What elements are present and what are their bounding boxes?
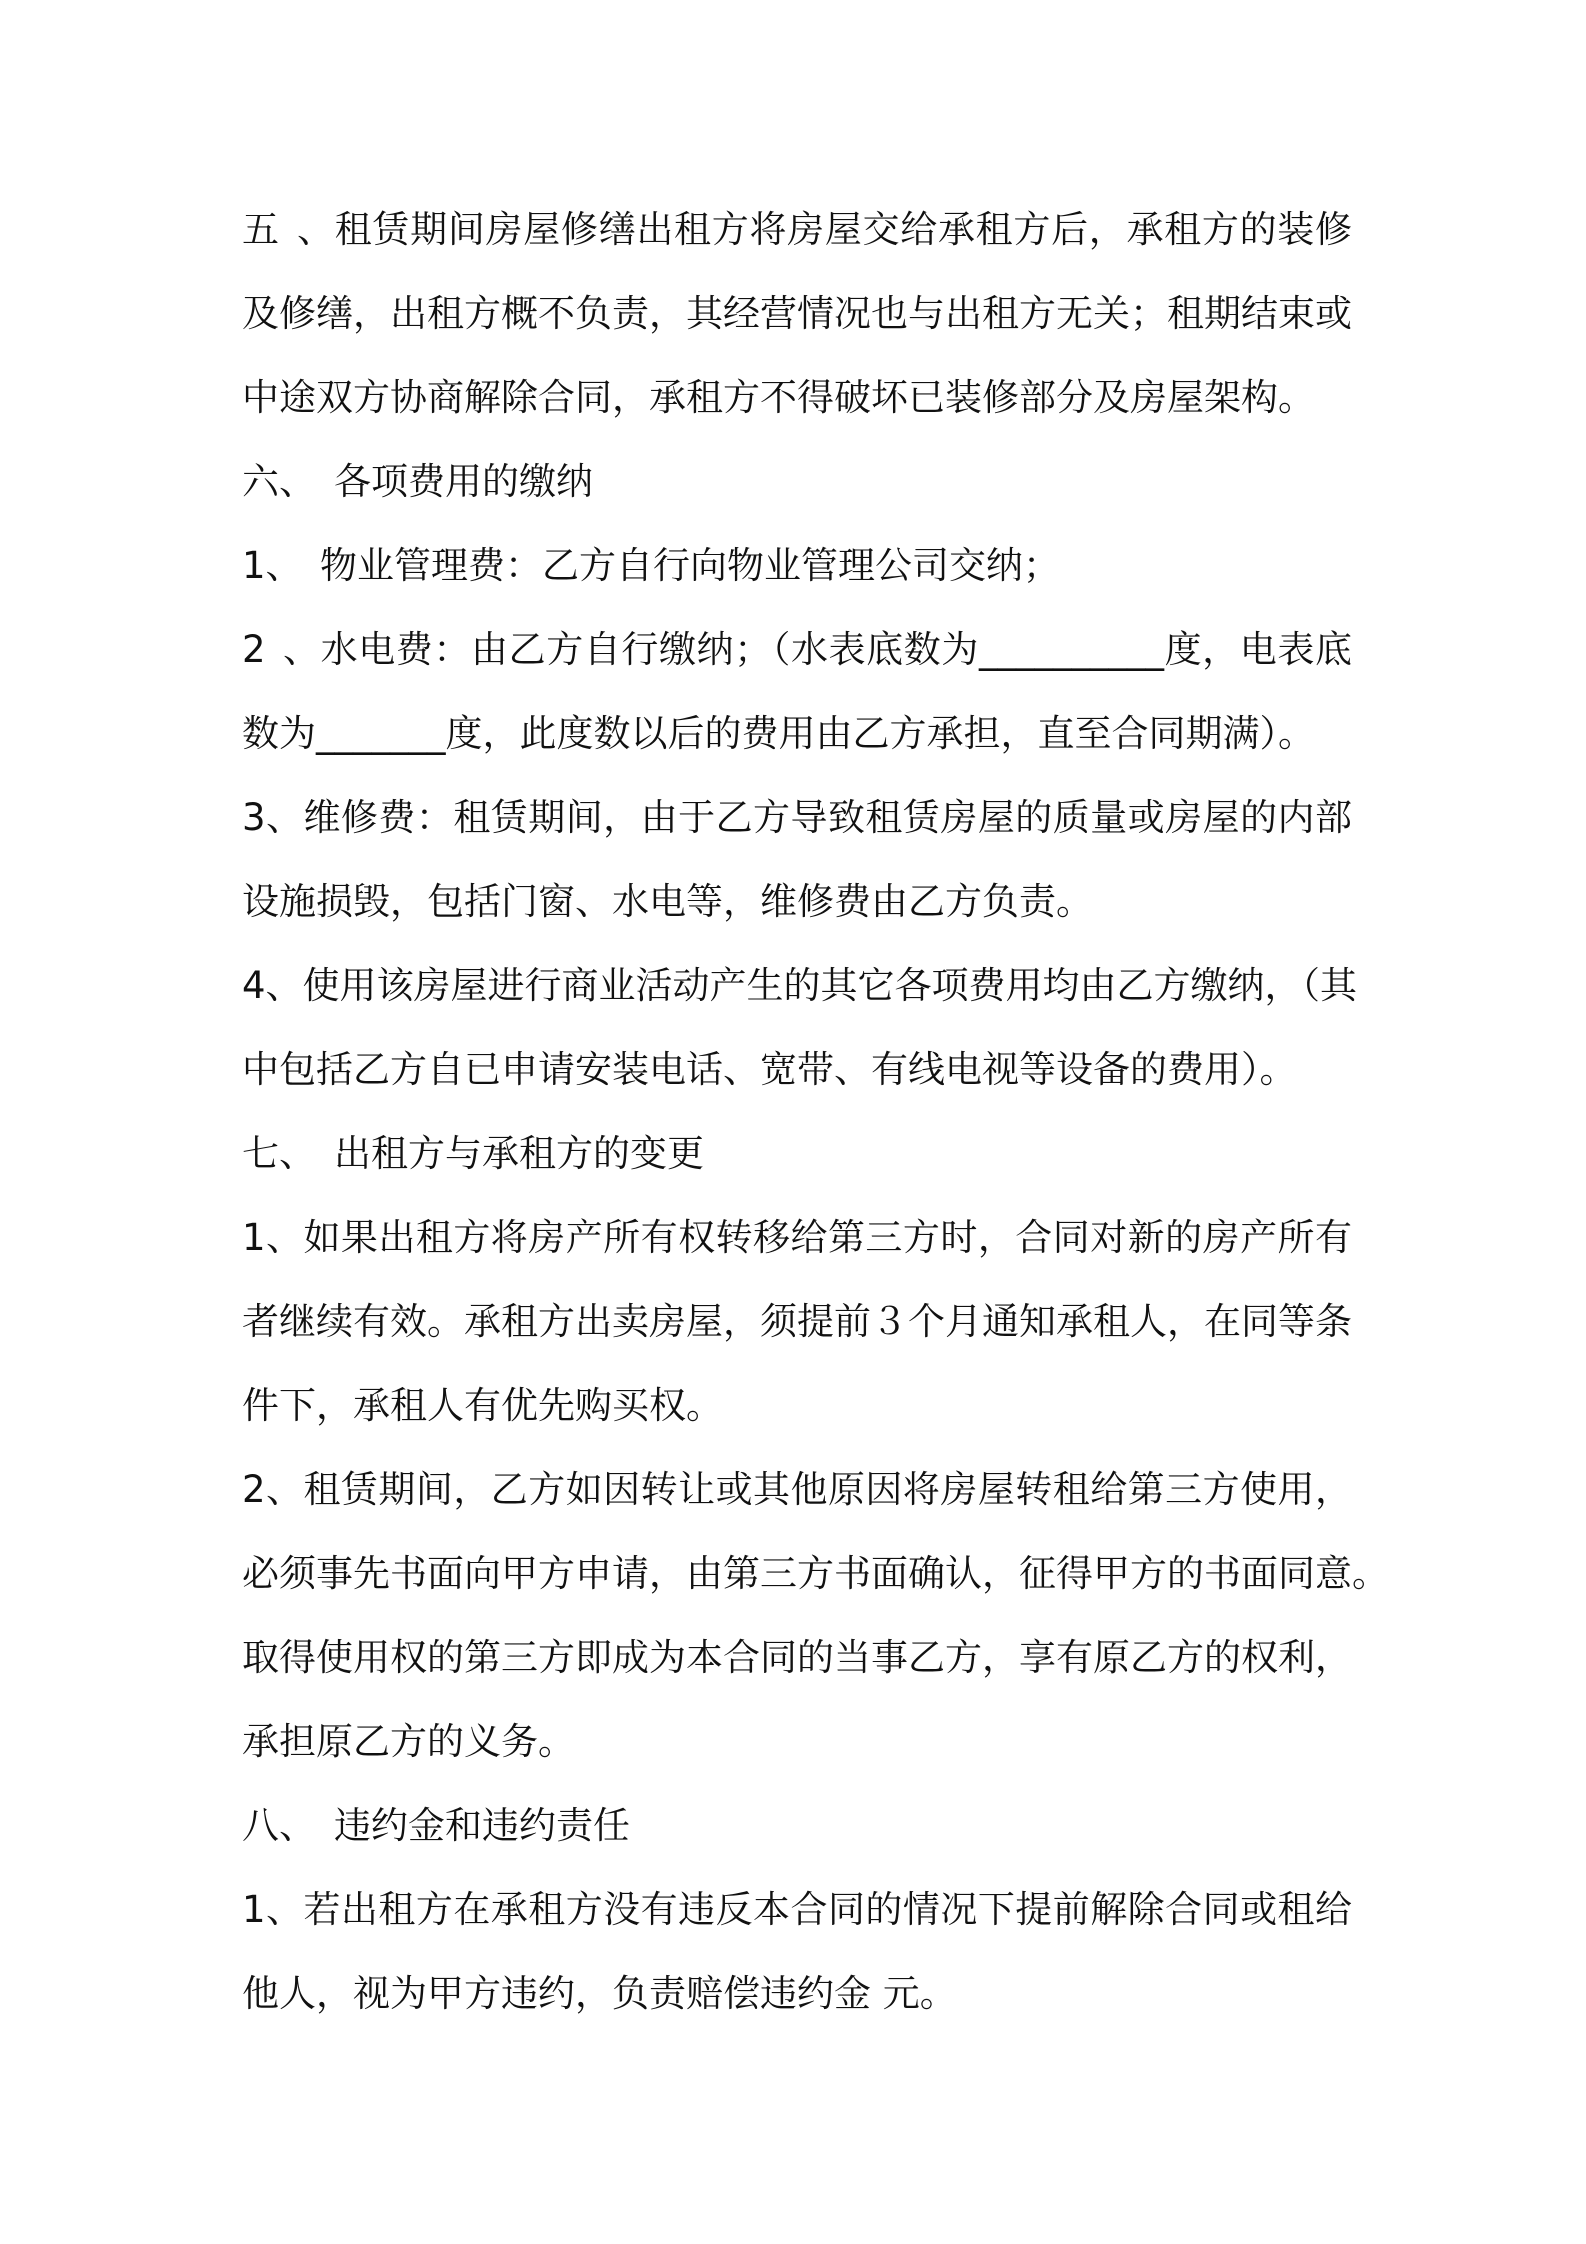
item-number: 1、 (242, 544, 303, 587)
section-title: 出租方与承租方的变更 (334, 1132, 704, 1175)
section-6-heading (242, 452, 1352, 512)
item-7-2-line-1: 2、租赁期间，乙方如因转让或其他原因将房屋转租给第三方使用， (242, 1468, 1352, 1511)
section-5-line-3: 中途双方协商解除合同，承租方不得破坏已装修部分及房屋架构。 (242, 376, 1315, 419)
item-7-2-line-4: 承担原乙方的义务。 (242, 1720, 575, 1763)
section-title: 各项费用的缴纳 (334, 460, 593, 503)
item-text: 水电费：由乙方自行缴纳；（水表底数为__________度，电表底 (320, 628, 1352, 671)
section-number: 八、 (242, 1804, 316, 1847)
section-title: 违约金和违约责任 (334, 1804, 630, 1847)
item-number: 2、 (242, 628, 320, 671)
item-7-2-line-3: 取得使用权的第三方即成为本合同的当事乙方，享有原乙方的权利， (242, 1636, 1352, 1679)
item-7-1-line-3: 件下，承租人有优先购买权。 (242, 1384, 723, 1427)
item-8-1-line-2: 他人，视为甲方违约，负责赔偿违约金 元。 (242, 1972, 957, 2015)
item-7-1-line-1: 1、如果出租方将房产所有权转移给第三方时，合同对新的房产所有 (242, 1216, 1352, 1259)
item-6-4-line-1: 4、使用该房屋进行商业活动产生的其它各项费用均由乙方缴纳，（其 (242, 964, 1358, 1007)
section-5-line-2: 及修缮，出租方概不负责，其经营情况也与出租方无关；租期结束或 (242, 292, 1352, 335)
section-number: 六、 (242, 460, 316, 503)
item-6-2-line-2: 数为_______度，此度数以后的费用由乙方承担，直至合同期满）。 (242, 712, 1315, 755)
item-6-2-line-1 (242, 620, 1352, 680)
item-text: 物业管理费：乙方自行向物业管理公司交纳； (320, 544, 1060, 587)
item-6-1 (242, 536, 1352, 596)
section-5-line-1 (242, 200, 1352, 260)
section-number: 七、 (242, 1132, 316, 1175)
item-7-1-line-2: 者继续有效。承租方出卖房屋，须提前３个月通知承租人，在同等条 (242, 1300, 1352, 1343)
item-6-4-line-2: 中包括乙方自已申请安装电话、宽带、有线电视等设备的费用）。 (242, 1048, 1297, 1091)
section-7-heading (242, 1124, 1352, 1184)
item-6-3-line-1: 3、维修费：租赁期间，由于乙方导致租赁房屋的质量或房屋的内部 (242, 796, 1352, 839)
item-8-1-line-1: 1、若出租方在承租方没有违反本合同的情况下提前解除合同或租给 (242, 1888, 1352, 1931)
item-7-2-line-2: 必须事先书面向甲方申请，由第三方书面确认，征得甲方的书面同意。 (242, 1552, 1389, 1595)
paragraph-text: 租赁期间房屋修缮出租方将房屋交给承租方后，承租方的装修 (334, 208, 1352, 251)
section-8-heading (242, 1796, 1352, 1856)
section-number: 五、 (242, 208, 334, 251)
item-6-3-line-2: 设施损毁，包括门窗、水电等，维修费由乙方负责。 (242, 880, 1093, 923)
